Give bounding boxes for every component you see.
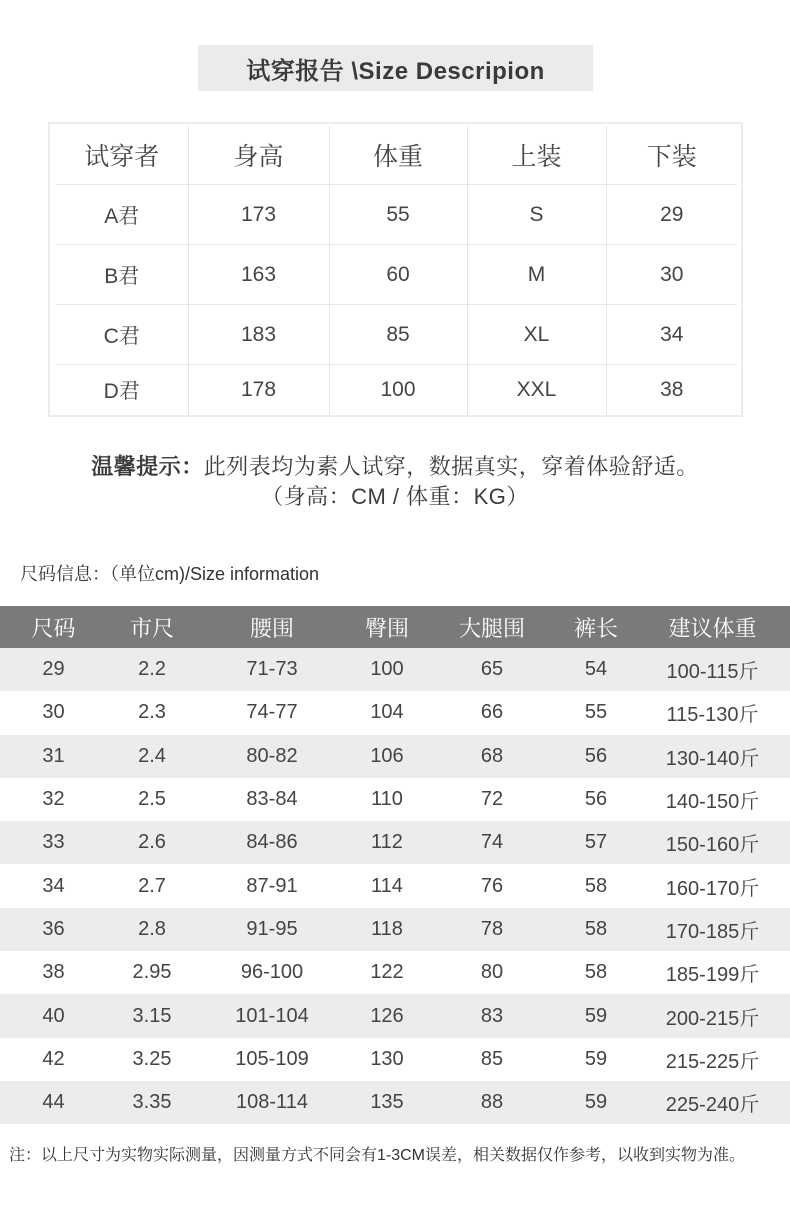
tryon-cell: 55 [329, 185, 467, 245]
tryon-cell: 173 [188, 185, 329, 245]
size-cell: 100 [347, 648, 427, 691]
size-cell: 31 [0, 735, 107, 778]
size-cell: 84-86 [197, 821, 347, 864]
size-cell: 2.8 [107, 908, 197, 951]
tryon-cell: 100 [329, 365, 467, 416]
size-cell: 33 [0, 821, 107, 864]
tryon-cell: 34 [606, 305, 737, 365]
size-cell: 108-114 [197, 1081, 347, 1124]
size-row [0, 908, 790, 951]
size-cell: 54 [557, 648, 635, 691]
size-cell: 135 [347, 1081, 427, 1124]
size-row [0, 1038, 790, 1081]
tryon-header-cell: 上装 [467, 126, 606, 185]
size-header-cell: 大腿围 [427, 606, 557, 648]
size-cell: 87-91 [246, 874, 298, 897]
size-cell: 140-150斤 [665, 791, 760, 814]
size-cell: 71-73 [197, 648, 347, 691]
size-cell: 3.25 [132, 1047, 172, 1070]
report-title-banner [198, 45, 593, 91]
tryon-cell: 178 [188, 365, 329, 416]
tryon-header-cell: 身高 [188, 126, 329, 185]
size-cell: 83-84 [246, 788, 298, 811]
size-cell: 29 [0, 648, 107, 691]
tryon-cell: 38 [606, 365, 737, 416]
size-cell: 130 [370, 1047, 404, 1070]
size-cell: 68 [427, 735, 557, 778]
size-cell: 2.95 [132, 961, 172, 984]
size-row [0, 864, 790, 907]
size-cell: 40 [0, 994, 107, 1037]
size-row [0, 994, 790, 1037]
tryon-row [56, 365, 737, 416]
size-cell: 2.5 [138, 788, 166, 811]
size-cell: 76 [480, 874, 504, 897]
size-info-label: 尺码信息：（单位cm)/Size information [20, 564, 320, 584]
size-cell: 100-115斤 [635, 648, 790, 691]
size-cell: 85 [480, 1047, 504, 1070]
measurement-note: 注：以上尺寸为实物实际测量，因测量方式不同会有1-3CM误差，相关数据仅作参考，以收到实物为准。 [9, 1147, 746, 1164]
size-cell: 56 [584, 788, 608, 811]
size-cell: 58 [557, 908, 635, 951]
tip-units: （身高：CM / 体重：KG） [261, 484, 529, 509]
size-header-cell: 臀围 [347, 606, 427, 648]
size-cell: 160-170斤 [665, 877, 760, 900]
size-row [0, 778, 790, 821]
tryon-header-cell: 下装 [606, 126, 737, 185]
size-cell: 2.4 [107, 735, 197, 778]
tip-line [0, 450, 790, 481]
tryon-header-cell: 体重 [329, 126, 467, 185]
size-cell: 34 [42, 874, 65, 897]
size-cell: 72 [480, 788, 504, 811]
size-cell: 3.35 [107, 1081, 197, 1124]
size-cell: 44 [0, 1081, 107, 1124]
tip-text: 此列表均为素人试穿，数据真实，穿着体验舒适。 [203, 454, 699, 479]
size-header-cell: 裤长 [557, 606, 635, 648]
size-cell: 42 [42, 1047, 65, 1070]
size-chart-table [0, 606, 790, 1124]
tryon-header-row [56, 126, 737, 185]
size-cell: 2.3 [138, 701, 166, 724]
size-row [0, 691, 790, 734]
tryon-cell: 29 [606, 185, 737, 245]
size-cell: 78 [427, 908, 557, 951]
tryon-cell: A君 [56, 185, 188, 245]
size-cell: 126 [347, 994, 427, 1037]
size-cell: 115-130斤 [666, 704, 759, 727]
tryon-cell: 60 [329, 245, 467, 305]
size-cell: 38 [42, 961, 65, 984]
size-cell: 59 [584, 1047, 608, 1070]
tryon-header-cell: 试穿者 [56, 126, 188, 185]
tryon-cell: 30 [606, 245, 737, 305]
tryon-cell: B君 [56, 245, 188, 305]
size-cell: 106 [347, 735, 427, 778]
size-cell: 112 [347, 821, 427, 864]
size-cell: 74-77 [246, 701, 298, 724]
size-cell: 101-104 [197, 994, 347, 1037]
tryon-cell: XL [467, 305, 606, 365]
size-cell: 65 [427, 648, 557, 691]
size-cell: 91-95 [197, 908, 347, 951]
size-cell: 2.7 [138, 874, 166, 897]
size-cell: 2.2 [107, 648, 197, 691]
size-cell: 59 [557, 994, 635, 1037]
size-cell: 36 [0, 908, 107, 951]
size-cell: 57 [557, 821, 635, 864]
size-cell: 200-215斤 [635, 994, 790, 1037]
size-cell: 32 [42, 788, 65, 811]
size-cell: 130-140斤 [635, 735, 790, 778]
size-cell: 110 [371, 788, 403, 811]
tip-label: 温馨提示： [91, 454, 204, 479]
size-cell: 30 [42, 701, 65, 724]
size-cell: 58 [584, 874, 608, 897]
size-cell: 122 [370, 961, 404, 984]
size-row [0, 735, 790, 778]
size-row [0, 648, 790, 691]
tryon-cell: M [467, 245, 606, 305]
tryon-report-box [48, 122, 743, 417]
size-cell: 150-160斤 [635, 821, 790, 864]
size-cell: 114 [371, 874, 403, 897]
size-header-row [0, 606, 790, 648]
size-header-cell: 市尺 [107, 606, 197, 648]
tryon-cell: S [467, 185, 606, 245]
size-cell: 58 [584, 961, 608, 984]
size-cell: 66 [480, 701, 504, 724]
tryon-report-table [56, 126, 737, 415]
report-title: 试穿报告 \Size Descripion [246, 57, 545, 85]
size-cell: 59 [557, 1081, 635, 1124]
tryon-row [56, 185, 737, 245]
size-header-cell: 尺码 [0, 606, 107, 648]
size-cell: 225-240斤 [635, 1081, 790, 1124]
size-cell: 88 [427, 1081, 557, 1124]
size-row [0, 1081, 790, 1124]
tryon-cell: C君 [56, 305, 188, 365]
size-cell: 3.15 [107, 994, 197, 1037]
size-header-cell: 建议体重 [635, 606, 790, 648]
size-cell: 170-185斤 [635, 908, 790, 951]
size-cell: 215-225斤 [665, 1050, 760, 1073]
tryon-cell: XXL [467, 365, 606, 416]
tryon-cell: 85 [329, 305, 467, 365]
size-cell: 118 [347, 908, 427, 951]
tryon-row [56, 245, 737, 305]
size-cell: 104 [370, 701, 404, 724]
tryon-row [56, 305, 737, 365]
size-cell: 105-109 [235, 1047, 309, 1070]
size-cell: 56 [557, 735, 635, 778]
tryon-cell: 163 [188, 245, 329, 305]
size-header-cell: 腰围 [197, 606, 347, 648]
tryon-cell: D君 [103, 380, 140, 403]
size-cell: 80-82 [197, 735, 347, 778]
size-row [0, 821, 790, 864]
size-cell: 96-100 [240, 961, 304, 984]
size-row [0, 951, 790, 994]
size-cell: 83 [427, 994, 557, 1037]
size-cell: 55 [584, 701, 608, 724]
size-cell: 74 [427, 821, 557, 864]
size-cell: 185-199斤 [665, 964, 760, 987]
size-cell: 2.6 [107, 821, 197, 864]
size-cell: 80 [480, 961, 504, 984]
tryon-cell: 183 [188, 305, 329, 365]
